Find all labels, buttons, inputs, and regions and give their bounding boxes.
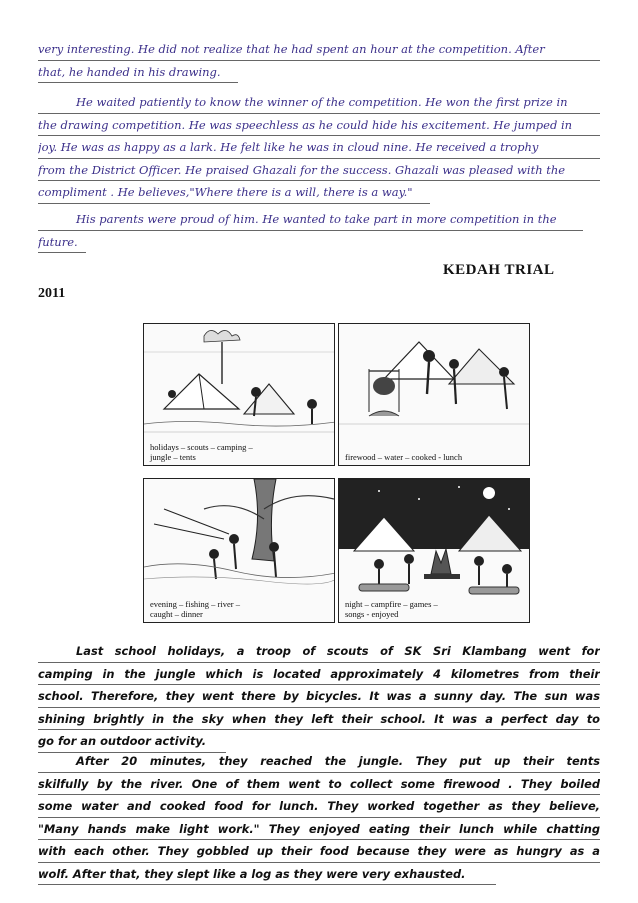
story-line: the drawing competition. He was speechless as he could hide his excitement. He jumped in [38, 114, 600, 137]
picture-panel-cooking [338, 323, 530, 466]
picture-panel-fishing [143, 478, 335, 623]
essay-line: school. Therefore, they went there by bicycles. It was a sunny day. The sun was [38, 685, 600, 708]
story-line: that, he handed in his drawing. [38, 61, 238, 84]
caption-line: evening – fishing – river – [150, 599, 240, 609]
section-heading: KEDAH TRIAL [443, 262, 555, 278]
story-line: future. [38, 231, 86, 254]
story-line: compliment . He believes,"Where there is a will, there is a way." [38, 181, 430, 204]
caption-line: jungle – tents [150, 452, 196, 462]
essay-line: wolf. After that, they slept like a log as they were very exhausted. [38, 863, 496, 886]
essay-line: go for an outdoor activity. [38, 730, 226, 753]
essay-line: skilfully by the river. One of them went to collect some firewood . They boiled [38, 773, 600, 796]
essay-line: shining brightly in the sky when they left their school. It was a perfect day to [38, 708, 600, 731]
caption-line: songs - enjoyed [345, 609, 399, 619]
cooking-illustration [339, 324, 530, 466]
essay-paragraph-2 [38, 750, 600, 885]
essay-line: with each other. They gobbled up their food because they were as hungry as a [38, 840, 600, 863]
essay-line: After 20 minutes, they reached the jungle. They put up their tents [38, 750, 600, 773]
caption-line: firewood – water – cooked - lunch [345, 452, 463, 462]
caption-line: holidays – scouts – camping – [150, 442, 253, 452]
section-year: 2011 [38, 286, 66, 301]
caption-line: caught – dinner [150, 609, 203, 619]
panel-caption [150, 442, 253, 462]
story-paragraph-1 [38, 38, 600, 83]
essay-line: some water and cooked food for lunch. They worked together as they believe, [38, 795, 600, 818]
story-line: very interesting. He did not realize that he had spent an hour at the competition. After [38, 38, 600, 61]
panel-caption [345, 452, 462, 462]
essay-paragraph-1 [38, 640, 600, 753]
picture-panel-campfire [338, 478, 530, 623]
picture-panel-camping [143, 323, 335, 466]
essay-line: "Many hands make light work." They enjoyed eating their lunch while chatting [38, 818, 600, 841]
story-line: His parents were proud of him. He wanted to take part in more competition in the [38, 208, 583, 231]
story-line: He waited patiently to know the winner of the competition. He won the first prize in [38, 91, 600, 114]
panel-caption [345, 599, 438, 619]
story-paragraph-2 [38, 91, 600, 204]
essay-line: camping in the jungle which is located approximately 4 kilometres from their [38, 663, 600, 686]
story-line: joy. He was as happy as a lark. He felt like he was in cloud nine. He received a trophy [38, 136, 600, 159]
story-paragraph-3 [38, 208, 600, 253]
caption-line: night – campfire – games – [345, 599, 438, 609]
picture-series [143, 323, 530, 623]
story-line: from the District Officer. He praised Ghazali for the success. Ghazali was pleased with the [38, 159, 600, 182]
essay-line: Last school holidays, a troop of scouts of SK Sri Klambang went for [38, 640, 600, 663]
panel-caption [150, 599, 240, 619]
